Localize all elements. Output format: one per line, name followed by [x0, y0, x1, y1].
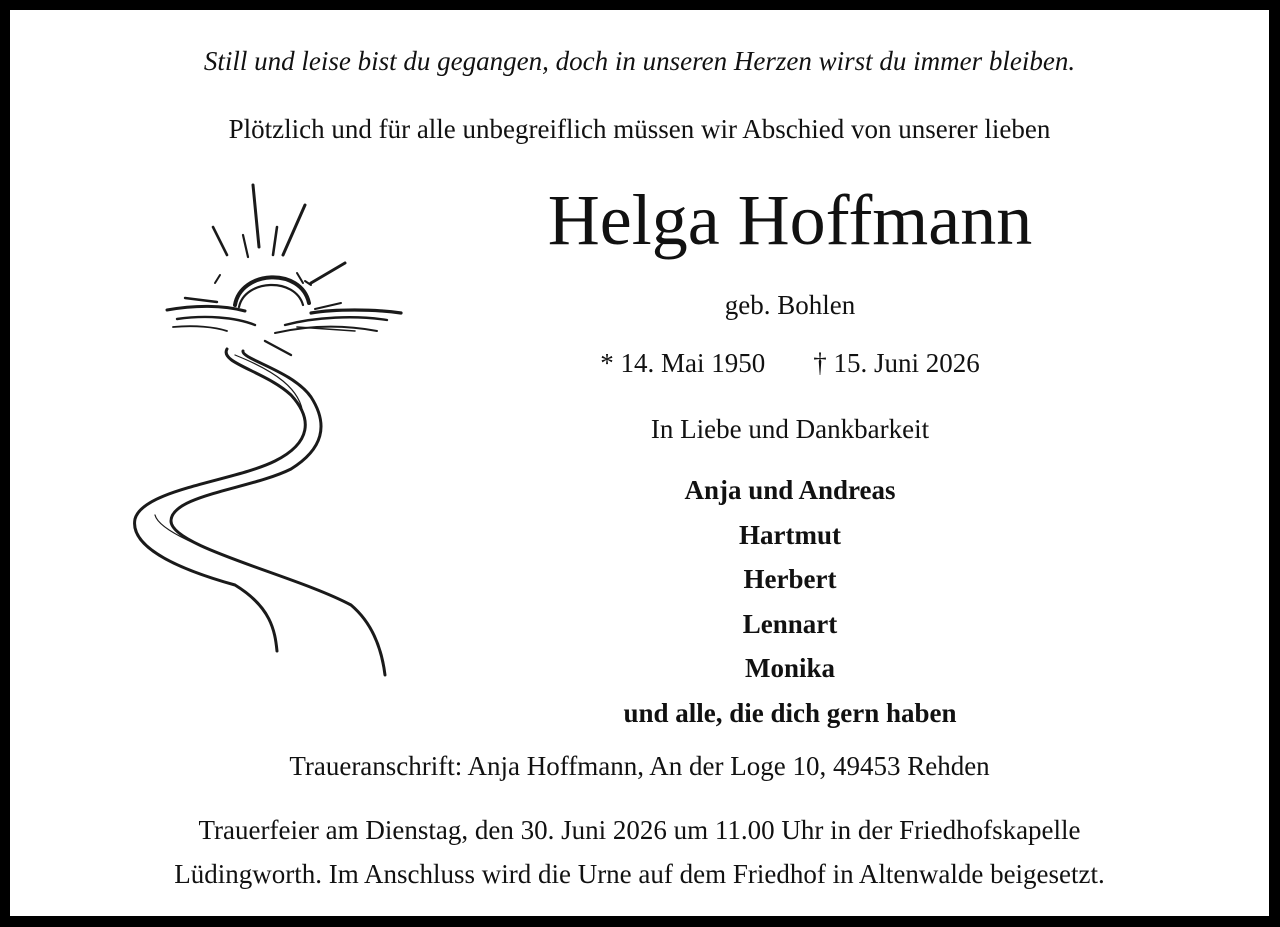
- sunset-path-icon: [115, 175, 415, 695]
- life-dates: [490, 348, 1090, 379]
- mourner-name: und alle, die dich gern haben: [623, 697, 957, 728]
- deceased-name: Helga Hoffmann: [547, 180, 1033, 260]
- ceremony-details: [10, 808, 1269, 896]
- mourner-name: Lennart: [742, 608, 838, 639]
- mourning-address: Traueranschrift: Anja Hoffmann, An der Loge 10, 49453 Rehden: [289, 751, 990, 781]
- mourner-name: Herbert: [743, 564, 837, 595]
- ceremony-line: Lüdingworth. Im Anschluss wird die Urne auf dem Friedhof in Altenwalde beigesetzt.: [174, 859, 1105, 889]
- birth-date: * 14. Mai 1950: [600, 348, 766, 378]
- death-date: † 15. Juni 2026: [813, 348, 980, 378]
- intro-text: Plötzlich und für alle unbegreiflich müssen wir Abschied von unserer lieben: [228, 114, 1051, 144]
- mourners-list: [490, 468, 1090, 736]
- mourner-name: Hartmut: [739, 519, 841, 550]
- maiden-name: geb. Bohlen: [724, 290, 856, 320]
- ceremony-line: Trauerfeier am Dienstag, den 30. Juni 2026 um 11.00 Uhr in der Friedhofskapelle: [198, 815, 1081, 845]
- thanks-line: In Liebe und Dankbarkeit: [650, 414, 930, 444]
- obituary-card: [10, 10, 1269, 916]
- motto: Still und leise bist du gegangen, doch in unseren Herzen wirst du immer bleiben.: [203, 46, 1076, 76]
- mourner-name: Anja und Andreas: [684, 475, 896, 505]
- mourner-name: Monika: [744, 653, 836, 684]
